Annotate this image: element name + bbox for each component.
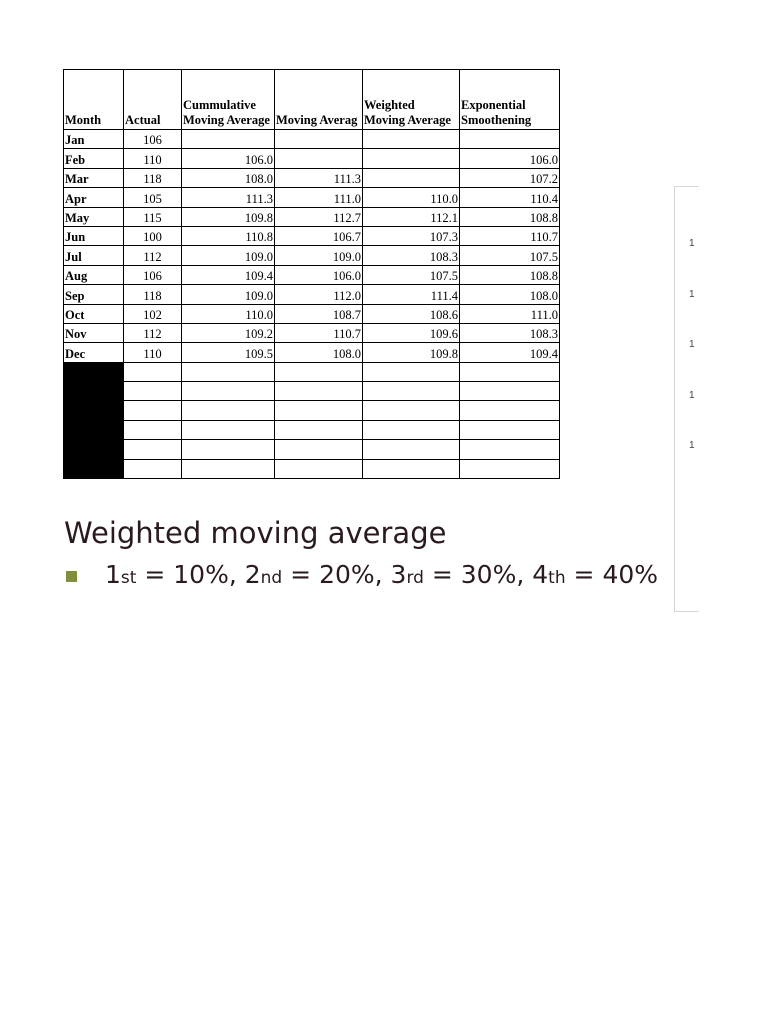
empty-cell (363, 459, 460, 478)
empty-cell (182, 420, 275, 439)
cell-cumulative-ma: 110.8 (182, 226, 275, 245)
cell-moving-average: 109.0 (275, 246, 363, 265)
chart-panel-fragment (674, 186, 699, 612)
forecast-table (63, 69, 560, 479)
cell-weighted-ma (363, 149, 460, 168)
empty-cell (460, 440, 560, 459)
cell-month: Mar (64, 168, 124, 187)
black-filled-cell (64, 420, 124, 439)
ordinal-suffix: th (548, 568, 566, 588)
cell-exp-smoothing: 108.3 (460, 323, 560, 342)
empty-cell (124, 420, 182, 439)
square-bullet-icon (66, 571, 77, 582)
empty-cell (275, 382, 363, 401)
cell-month: Aug (64, 265, 124, 284)
empty-cell (275, 420, 363, 439)
cell-weighted-ma: 108.3 (363, 246, 460, 265)
table-row (64, 323, 560, 342)
black-filled-cell (64, 401, 124, 420)
cell-month: Jun (64, 226, 124, 245)
cell-exp-smoothing: 110.4 (460, 188, 560, 207)
cell-cumulative-ma: 108.0 (182, 168, 275, 187)
axis-tick-label: 1 (689, 389, 695, 401)
empty-cell (363, 362, 460, 381)
empty-cell (182, 382, 275, 401)
table-row (64, 304, 560, 323)
cell-cumulative-ma: 109.0 (182, 285, 275, 304)
cell-moving-average: 112.7 (275, 207, 363, 226)
empty-cell (275, 459, 363, 478)
empty-cell (124, 440, 182, 459)
cell-moving-average: 108.0 (275, 343, 363, 362)
header-month: Month (64, 70, 124, 130)
cell-exp-smoothing (460, 130, 560, 149)
table-row (64, 149, 560, 168)
cell-exp-smoothing: 108.0 (460, 285, 560, 304)
table-row (64, 130, 560, 149)
table-row (64, 343, 560, 362)
cell-weighted-ma: 111.4 (363, 285, 460, 304)
cell-month: Jul (64, 246, 124, 265)
cell-weighted-ma (363, 130, 460, 149)
cell-actual: 102 (124, 304, 182, 323)
cell-actual: 100 (124, 226, 182, 245)
cell-cumulative-ma: 106.0 (182, 149, 275, 168)
cell-weighted-ma: 107.5 (363, 265, 460, 284)
axis-tick-label: 1 (689, 238, 695, 249)
cell-weighted-ma: 108.6 (363, 304, 460, 323)
table-row (64, 226, 560, 245)
cell-cumulative-ma: 109.8 (182, 207, 275, 226)
cell-exp-smoothing: 108.8 (460, 207, 560, 226)
cell-moving-average: 106.7 (275, 226, 363, 245)
cell-cumulative-ma: 110.0 (182, 304, 275, 323)
cell-actual: 105 (124, 188, 182, 207)
empty-table-row (64, 459, 560, 478)
cell-exp-smoothing: 108.8 (460, 265, 560, 284)
table-row (64, 207, 560, 226)
header-actual: Actual (124, 70, 182, 130)
table-row (64, 285, 560, 304)
cell-month: May (64, 207, 124, 226)
black-filled-cell (64, 382, 124, 401)
empty-cell (460, 382, 560, 401)
cell-weighted-ma (363, 168, 460, 187)
cell-exp-smoothing: 107.5 (460, 246, 560, 265)
cell-actual: 112 (124, 323, 182, 342)
cell-moving-average: 108.7 (275, 304, 363, 323)
cell-moving-average (275, 130, 363, 149)
cell-exp-smoothing: 109.4 (460, 343, 560, 362)
empty-cell (275, 362, 363, 381)
empty-cell (124, 382, 182, 401)
cell-actual: 118 (124, 168, 182, 187)
cell-actual: 106 (124, 265, 182, 284)
cell-moving-average: 106.0 (275, 265, 363, 284)
cell-actual: 110 (124, 149, 182, 168)
cell-actual: 112 (124, 246, 182, 265)
empty-cell (363, 420, 460, 439)
axis-tick-label: 1 (689, 339, 695, 350)
ordinal-suffix: nd (260, 568, 283, 588)
empty-cell (363, 401, 460, 420)
bullet-text-segment: = 10%, 2 (136, 560, 261, 589)
cell-actual: 106 (124, 130, 182, 149)
cell-moving-average: 111.3 (275, 168, 363, 187)
header-weighted-moving-average: Weighted Moving Average (363, 70, 460, 130)
cell-weighted-ma: 109.8 (363, 343, 460, 362)
empty-table-row (64, 401, 560, 420)
empty-cell (460, 401, 560, 420)
forecast-table-body (64, 70, 560, 479)
slide-title: Weighted moving average (64, 516, 447, 550)
cell-cumulative-ma: 109.0 (182, 246, 275, 265)
ordinal-suffix: st (120, 568, 137, 588)
empty-cell (460, 459, 560, 478)
cell-month: Nov (64, 323, 124, 342)
empty-table-row (64, 420, 560, 439)
empty-cell (182, 459, 275, 478)
empty-cell (124, 362, 182, 381)
cell-month: Sep (64, 285, 124, 304)
cell-moving-average: 111.0 (275, 188, 363, 207)
black-filled-cell (64, 362, 124, 381)
bullet-text-segment: 1 (105, 560, 121, 589)
table-header-row (64, 70, 560, 130)
empty-table-row (64, 382, 560, 401)
empty-cell (363, 440, 460, 459)
cell-month: Apr (64, 188, 124, 207)
empty-table-row (64, 362, 560, 381)
cell-cumulative-ma: 109.4 (182, 265, 275, 284)
table-row (64, 246, 560, 265)
cell-month: Dec (64, 343, 124, 362)
bullet-text (105, 560, 658, 589)
header-exponential-smoothening: Exponential Smoothening (460, 70, 560, 130)
cell-exp-smoothing: 110.7 (460, 226, 560, 245)
axis-tick-label: 1 (689, 288, 695, 300)
empty-table-row (64, 440, 560, 459)
empty-cell (275, 440, 363, 459)
cell-actual: 118 (124, 285, 182, 304)
cell-cumulative-ma (182, 130, 275, 149)
empty-cell (460, 420, 560, 439)
empty-cell (124, 401, 182, 420)
empty-cell (182, 401, 275, 420)
header-cumulative-moving-average: Cummulative Moving Average (182, 70, 275, 130)
cell-weighted-ma: 107.3 (363, 226, 460, 245)
cell-weighted-ma: 110.0 (363, 188, 460, 207)
cell-weighted-ma: 109.6 (363, 323, 460, 342)
empty-cell (182, 440, 275, 459)
cell-exp-smoothing: 107.2 (460, 168, 560, 187)
cell-weighted-ma: 112.1 (363, 207, 460, 226)
bullet-text-segment: = 40% (565, 560, 659, 589)
cell-month: Jan (64, 130, 124, 149)
ordinal-suffix: rd (406, 568, 424, 588)
cell-month: Feb (64, 149, 124, 168)
cell-moving-average: 112.0 (275, 285, 363, 304)
cell-moving-average (275, 149, 363, 168)
table-row (64, 265, 560, 284)
bullet-text-segment: = 30%, 4 (423, 560, 549, 589)
cell-cumulative-ma: 109.2 (182, 323, 275, 342)
empty-cell (275, 401, 363, 420)
table-row (64, 168, 560, 187)
bullet-text-segment: = 20%, 3 (282, 560, 407, 589)
empty-cell (460, 362, 560, 381)
cell-actual: 110 (124, 343, 182, 362)
cell-exp-smoothing: 106.0 (460, 149, 560, 168)
empty-cell (363, 382, 460, 401)
table-row (64, 188, 560, 207)
empty-cell (124, 459, 182, 478)
cell-cumulative-ma: 111.3 (182, 188, 275, 207)
cell-moving-average: 110.7 (275, 323, 363, 342)
empty-cell (182, 362, 275, 381)
cell-actual: 115 (124, 207, 182, 226)
cell-month: Oct (64, 304, 124, 323)
black-filled-cell (64, 459, 124, 478)
cell-cumulative-ma: 109.5 (182, 343, 275, 362)
black-filled-cell (64, 440, 124, 459)
axis-tick-label: 1 (689, 440, 695, 451)
bullet-list-item (64, 560, 674, 600)
cell-exp-smoothing: 111.0 (460, 304, 560, 323)
header-moving-average: Moving Averag (275, 70, 363, 130)
